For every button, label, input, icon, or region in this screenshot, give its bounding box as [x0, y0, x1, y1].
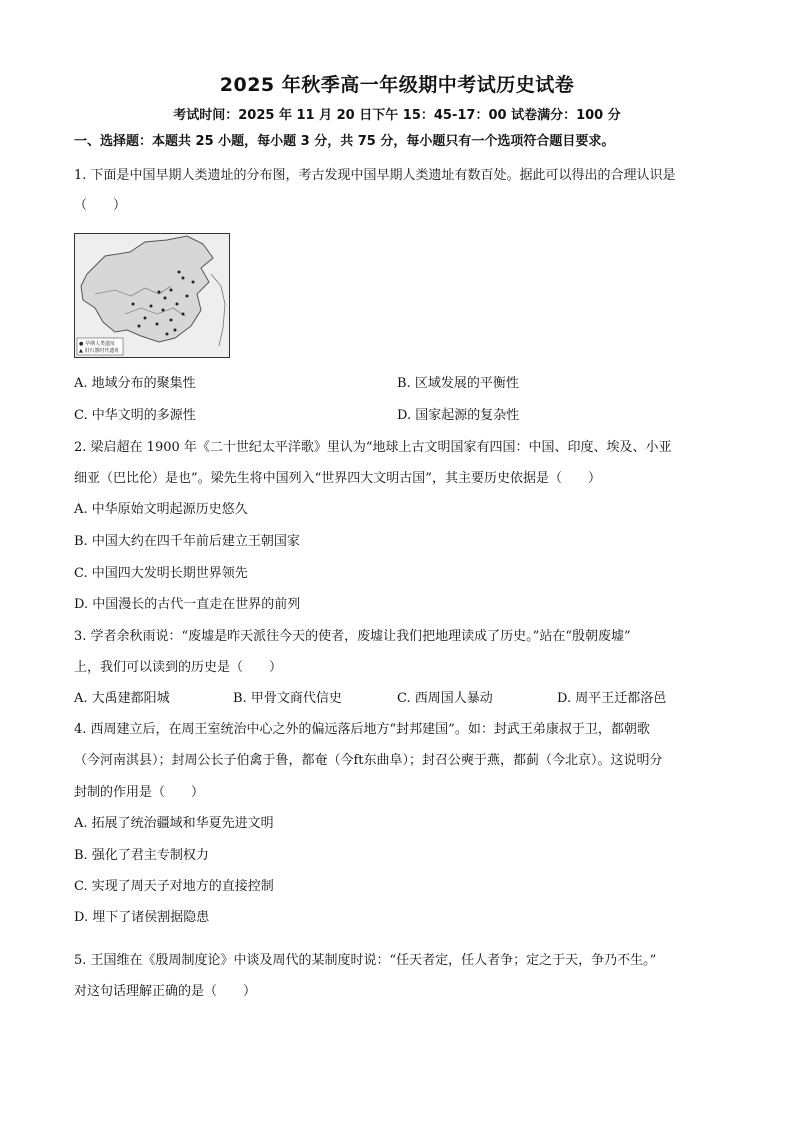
- q3-stem-line2: 上，我们可以读到的历史是（ ）: [74, 660, 283, 675]
- map-legend-2: ▲ 旧石器时代遗址: [79, 348, 120, 354]
- q4-option-a[interactable]: A. 拓展了统治疆域和华夏先进文明: [74, 816, 274, 831]
- q2-option-a[interactable]: A. 中华原始文明起源历史悠久: [74, 502, 248, 517]
- q3-option-b[interactable]: B. 甲骨文商代信史: [233, 691, 342, 706]
- q5-stem-line1: 5. 王国维在《殷周制度论》中谈及周代的某制度时说：“任天者定，任人者争；定之于天，争乃不生。”: [74, 953, 657, 968]
- q2-stem-line1: 2. 梁启超在 1900 年《二十世纪太平洋歌》里认为“地球上古文明国家有四国：中国、印度、埃及、小亚: [74, 440, 672, 455]
- q2-option-b[interactable]: B. 中国大约在四千年前后建立王朝国家: [74, 534, 300, 549]
- exam-title: 2025 年秋季高一年级期中考试历史试卷: [219, 74, 575, 96]
- q2-option-c[interactable]: C. 中国四大发明长期世界领先: [74, 566, 248, 581]
- exam-subtitle: 考试时间：2025 年 11 月 20 日下午 15：45-17：00 试卷满分：100 分: [173, 108, 621, 123]
- q1-stem-line2: （ ）: [74, 198, 127, 213]
- q4-option-d[interactable]: D. 埋下了诸侯割据隐患: [74, 910, 210, 925]
- q2-stem-line2: 细亚（巴比伦）是也”。梁先生将中国列入“世界四大文明古国”，其主要历史依据是（ ）: [74, 471, 601, 486]
- map-legend-1: ● 早期人类遗址: [79, 341, 115, 347]
- q5-stem-line2: 对这句话理解正确的是（ ）: [74, 984, 257, 999]
- q2-option-d[interactable]: D. 中国漫长的古代一直走在世界的前列: [74, 597, 301, 612]
- q4-stem-line3: 封制的作用是（ ）: [74, 785, 205, 800]
- q1-stem-line1: 1. 下面是中国早期人类遗址的分布图，考古发现中国早期人类遗址有数百处。据此可以得出的合理认识是: [74, 168, 676, 183]
- q3-option-a[interactable]: A. 大禹建都阳城: [74, 691, 170, 706]
- q4-option-c[interactable]: C. 实现了周天子对地方的直接控制: [74, 879, 274, 894]
- q1-option-a[interactable]: A. 地域分布的聚集性: [74, 376, 196, 391]
- q3-option-d[interactable]: D. 周平王迁都洛邑: [557, 691, 667, 706]
- q1-option-b[interactable]: B. 区域发展的平衡性: [397, 376, 519, 391]
- q3-option-c[interactable]: C. 西周国人暴动: [397, 691, 493, 706]
- china-early-sites-map: [74, 233, 230, 358]
- map-image: [75, 234, 229, 357]
- q4-stem-line2: （今河南淇县）；封周公长子伯禽于鲁，都奄（今ft东曲阜）；封召公奭于燕，都蓟（今北京）。这说明分: [74, 753, 663, 768]
- q3-stem-line1: 3. 学者余秋雨说：“废墟是昨天派往今天的使者，废墟让我们把地理读成了历史。”站在“殷朝废墟”: [74, 629, 631, 644]
- q4-stem-line1: 4. 西周建立后，在周王室统治中心之外的偏远落后地方“封邦建国”。如：封武王弟康叔于卫，都朝歌: [74, 722, 650, 737]
- q4-option-b[interactable]: B. 强化了君主专制权力: [74, 848, 209, 863]
- q1-option-d[interactable]: D. 国家起源的复杂性: [397, 408, 520, 423]
- q1-option-c[interactable]: C. 中华文明的多源性: [74, 408, 196, 423]
- section-heading: 一、选择题：本题共 25 小题，每小题 3 分，共 75 分，每小题只有一个选项符合题目要求。: [74, 134, 615, 149]
